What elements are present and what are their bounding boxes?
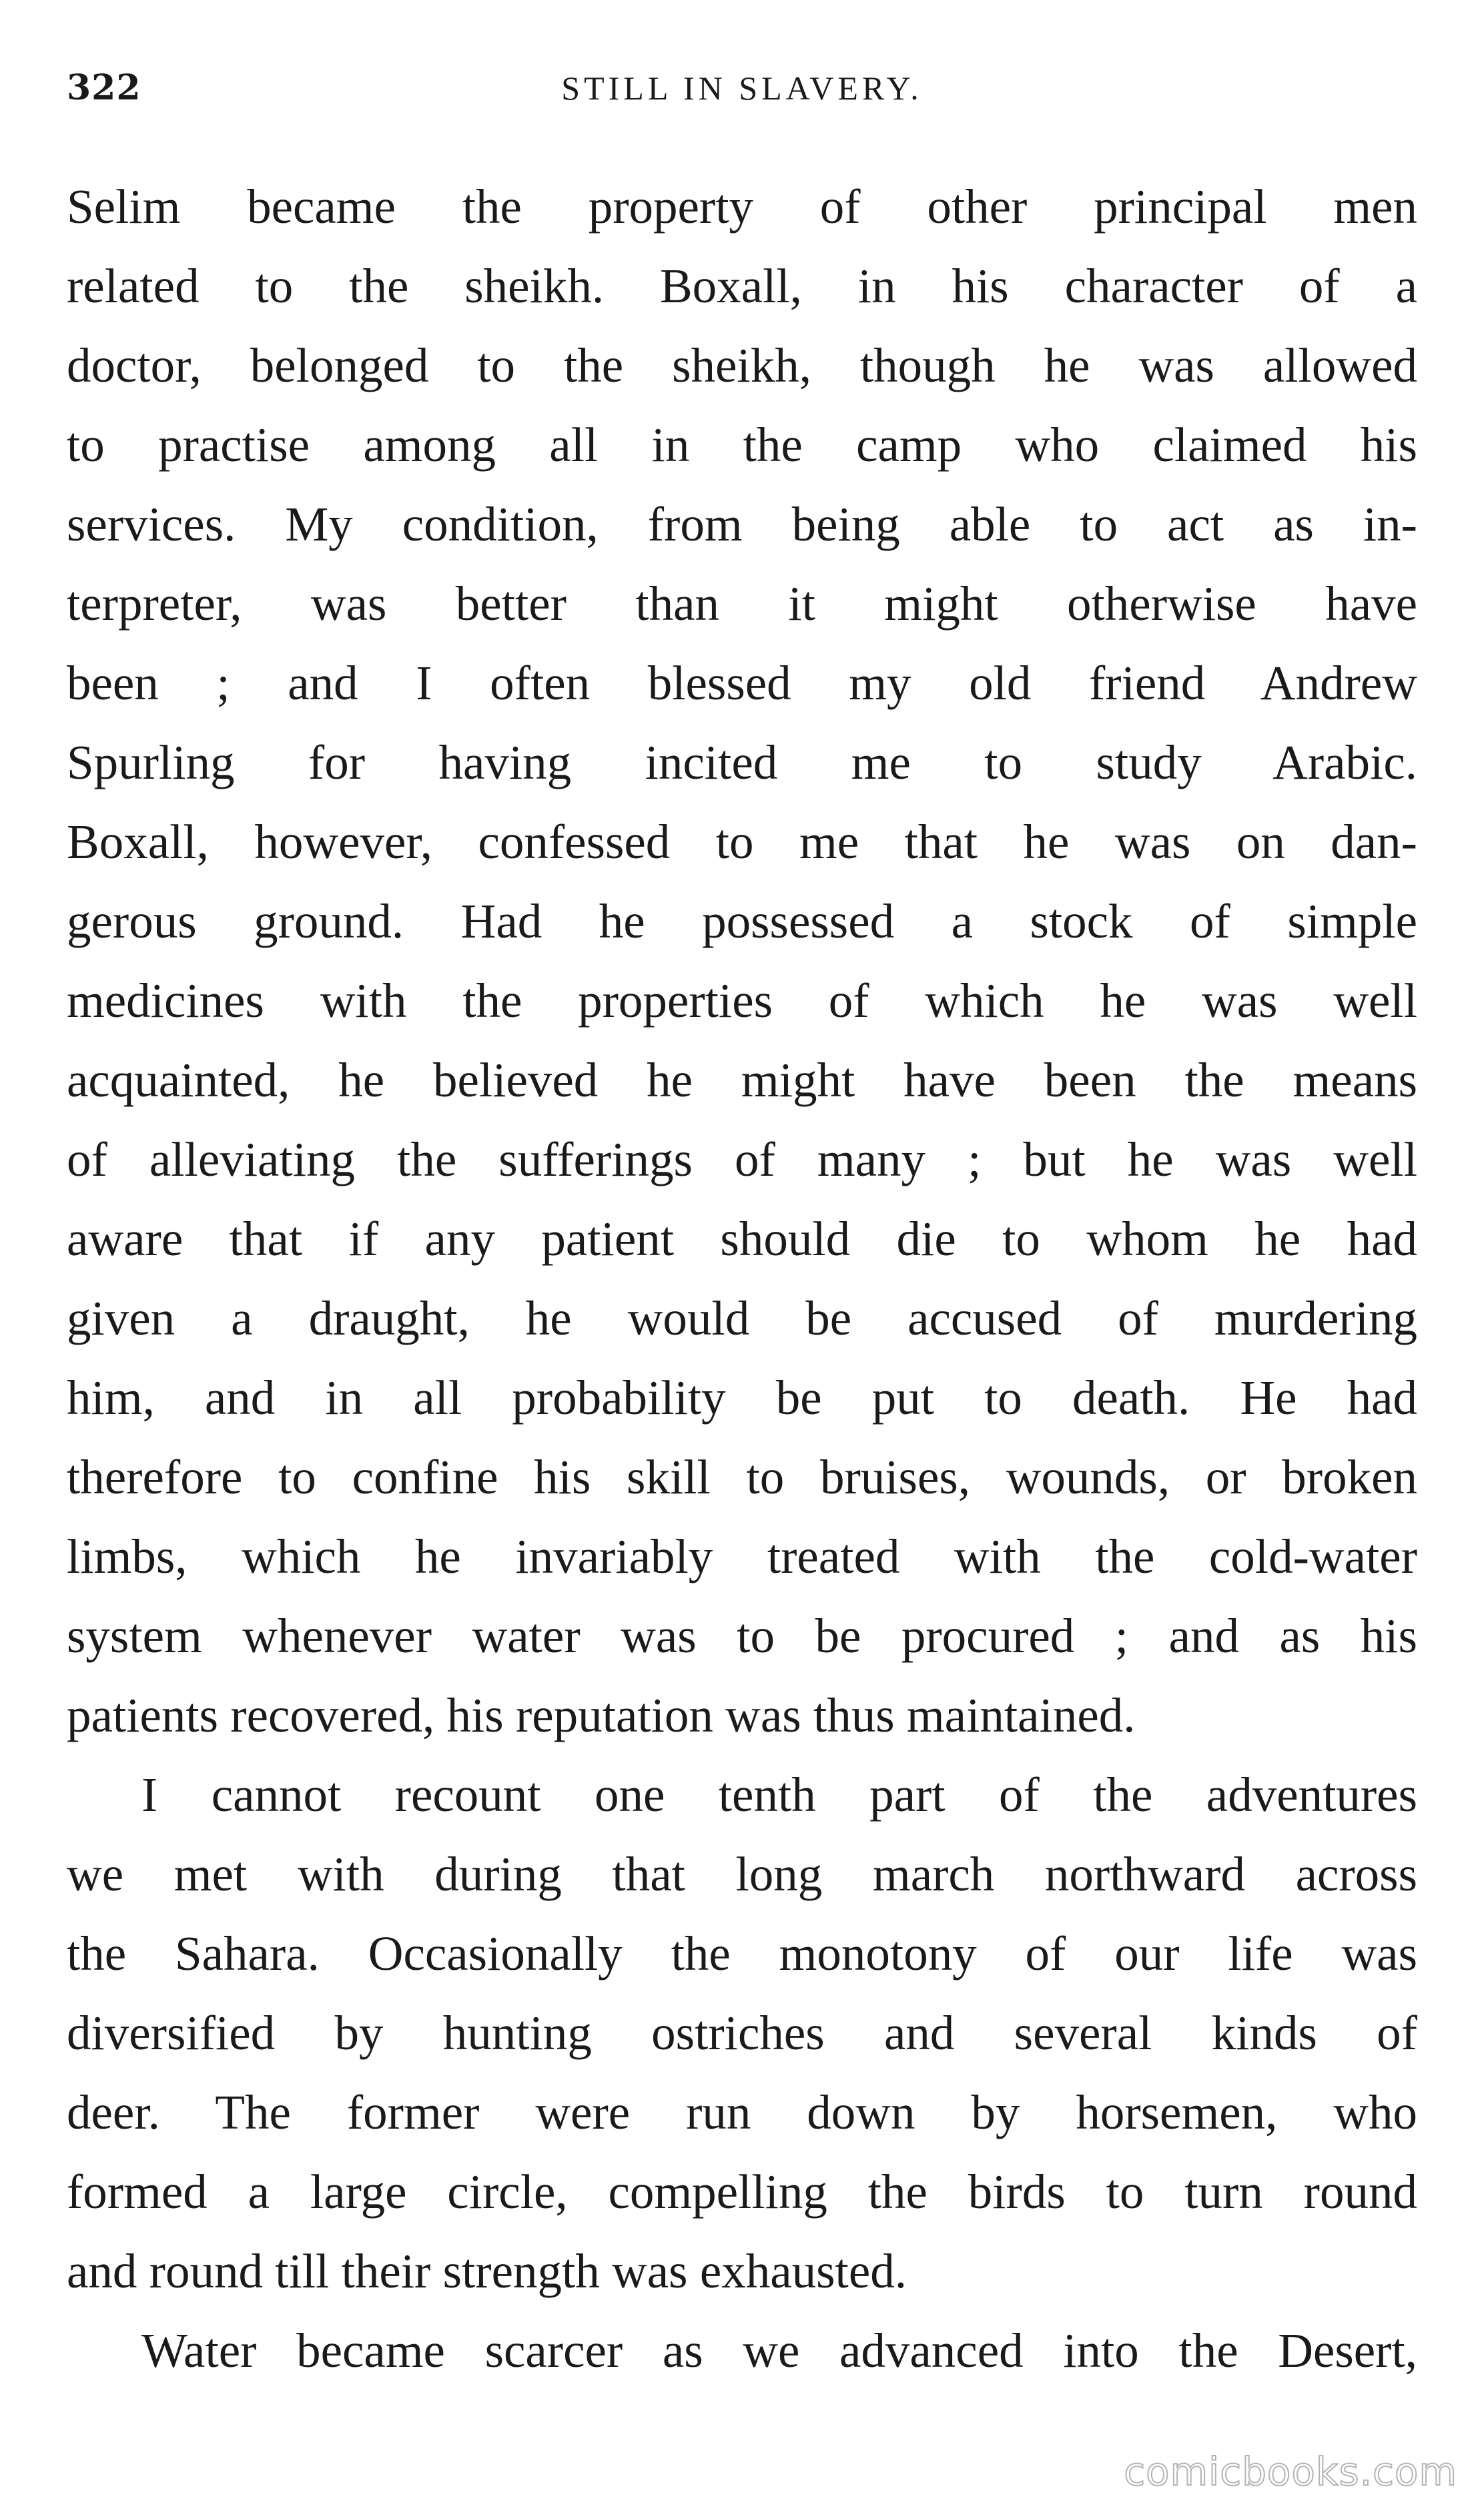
page-header [67, 61, 1417, 115]
text-line: and round till their strength was exhausted. [67, 2244, 907, 2298]
text-line: aware that if any patient should die to whom he had [67, 1212, 1417, 1266]
text-line: Boxall, however, confessed to me that he was on dan- [67, 815, 1417, 869]
text-line: patients recovered, his reputation was thus maintained. [67, 1688, 1136, 1742]
text-line: formed a large circle, compelling the birds to turn round [67, 2165, 1417, 2219]
text-line: limbs, which he invariably treated with the cold-water [67, 1529, 1417, 1583]
text-line: doctor, belonged to the sheikh, though he was allowed [67, 338, 1417, 392]
text-line: acquainted, he believed he might have been the means [67, 1053, 1417, 1107]
text-line: Spurling for having incited me to study Arabic. [67, 735, 1417, 789]
text-line: gerous ground. Had he possessed a stock of simple [67, 894, 1417, 948]
text-line: terpreter, was better than it might otherwise have [67, 577, 1417, 631]
text-line: been ; and I often blessed my old friend Andrew [67, 656, 1417, 710]
text-line: related to the sheikh. Boxall, in his character of a [67, 259, 1417, 313]
body-text [67, 167, 1417, 2390]
text-line: we met with during that long march northward across [67, 1847, 1417, 1901]
text-line: system whenever water was to be procured ; and as his [67, 1609, 1417, 1663]
text-line: Water became scarcer as we advanced into the Desert, [141, 2323, 1417, 2378]
text-line: I cannot recount one tenth part of the adventures [141, 1768, 1417, 1822]
text-line: deer. The former were run down by horsemen, who [67, 2085, 1417, 2139]
text-line: diversified by hunting ostriches and several kinds of [67, 2006, 1417, 2060]
watermark: comicbooks.com [1124, 2449, 1457, 2494]
text-line: services. My condition, from being able to act as in- [67, 497, 1417, 551]
text-line: to practise among all in the camp who claimed his [67, 418, 1417, 472]
text-line: him, and in all probability be put to death. He had [67, 1371, 1417, 1425]
text-line: Selim became the property of other principal men [67, 180, 1417, 234]
text-line: of alleviating the sufferings of many ; but he was well [67, 1132, 1417, 1186]
text-line: the Sahara. Occasionally the monotony of our life was [67, 1926, 1417, 1981]
text-line: medicines with the properties of which he was well [67, 974, 1417, 1028]
running-head: STILL IN SLAVERY. [561, 69, 923, 107]
text-line: therefore to confine his skill to bruises, wounds, or broken [67, 1450, 1417, 1504]
page-number: 322 [67, 67, 141, 108]
text-line: given a draught, he would be accused of murdering [67, 1291, 1417, 1345]
